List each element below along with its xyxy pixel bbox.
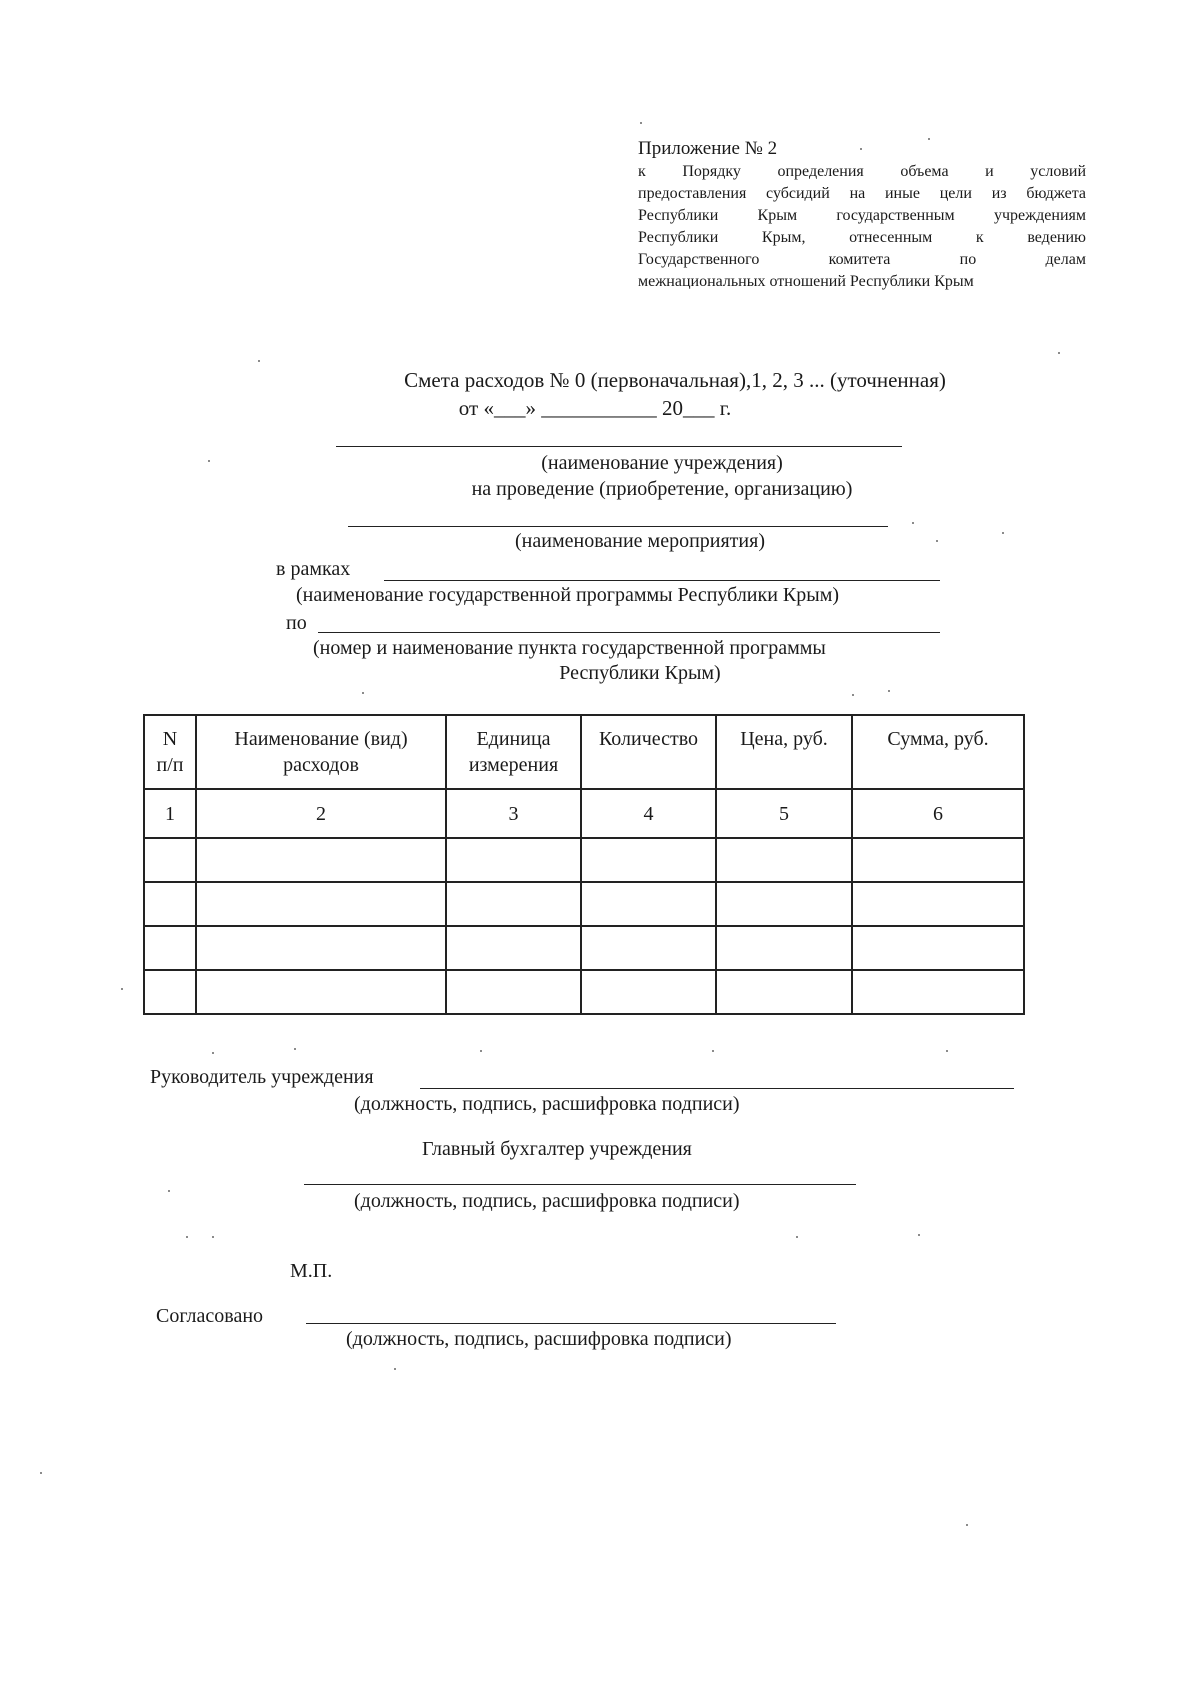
column-number: 6 [852,789,1024,838]
event-line[interactable] [348,526,888,527]
table-cell[interactable] [446,926,581,970]
table-row [144,882,1024,926]
table-cell[interactable] [716,838,852,882]
date-line: от «___» ___________ 20___ г. [458,396,732,420]
table-cell[interactable] [144,838,196,882]
by-label: по [286,612,307,634]
table-cell[interactable] [144,970,196,1014]
table-row [144,926,1024,970]
table-cell[interactable] [581,838,716,882]
table-cell[interactable] [716,882,852,926]
table-cell[interactable] [716,926,852,970]
column-header-sum: Сумма, руб. [852,715,1024,789]
table-cell[interactable] [852,970,1024,1014]
table-cell[interactable] [196,970,446,1014]
table-cell[interactable] [852,882,1024,926]
table-header-row [144,715,1024,789]
column-header-quantity: Количество [581,715,716,789]
purpose-line-text: на проведение (приобретение, организацию) [471,478,853,500]
agreed-label: Согласовано [156,1305,264,1327]
program-caption: (наименование государственной программы Республики Крым) [296,584,840,606]
table-cell[interactable] [446,838,581,882]
item-caption-2: Республики Крым) [559,662,721,684]
table-cell[interactable] [446,970,581,1014]
item-caption: (номер и наименование пункта государственной программы [313,637,826,659]
annex-line: Республики Крым, отнесенным к ведению [638,229,1086,246]
estimate-table [143,714,1025,1015]
annex-title: Приложение № 2 [638,138,778,159]
column-header-number: N п/п [144,715,196,789]
column-number: 2 [196,789,446,838]
event-caption: (наименование мероприятия) [515,530,765,552]
table-cell[interactable] [581,882,716,926]
table-cell[interactable] [716,970,852,1014]
program-line[interactable] [384,580,940,581]
table-cell[interactable] [196,882,446,926]
annex-line: к Порядку определения объема и условий [638,163,1086,180]
column-header-unit: Единица измерения [446,715,581,789]
accountant-signature-line[interactable] [304,1184,856,1185]
column-header-price: Цена, руб. [716,715,852,789]
seal-label: М.П. [290,1260,333,1282]
column-number: 5 [716,789,852,838]
annex-line: межнациональных отношений Республики Крым [638,273,974,290]
table-row [144,838,1024,882]
institution-caption: (наименование учреждения) [541,452,783,474]
head-signature-caption: (должность, подпись, расшифровка подписи) [354,1093,740,1115]
head-label: Руководитель учреждения [150,1066,374,1088]
table-cell[interactable] [196,926,446,970]
accountant-signature-caption: (должность, подпись, расшифровка подписи) [354,1190,740,1212]
annex-header [638,138,1086,293]
column-number: 4 [581,789,716,838]
column-number-row [144,789,1024,838]
item-line[interactable] [318,632,940,633]
table-row [144,970,1024,1014]
agreed-signature-line[interactable] [306,1323,836,1324]
accountant-label: Главный бухгалтер учреждения [422,1138,692,1160]
table-cell[interactable] [196,838,446,882]
annex-line: предоставления субсидий на иные цели из бюджета [638,185,1086,202]
table-cell[interactable] [144,926,196,970]
table-cell[interactable] [446,882,581,926]
column-number: 3 [446,789,581,838]
estimate-title: Смета расходов № 0 (первоначальная),1, 2, 3 ... (уточненная) [404,368,946,392]
column-number: 1 [144,789,196,838]
annex-line: Республики Крым государственным учреждениям [638,207,1086,224]
institution-line[interactable] [336,446,902,447]
agreed-signature-caption: (должность, подпись, расшифровка подписи) [346,1328,732,1350]
annex-line: Государственного комитета по делам [638,251,1086,268]
table-cell[interactable] [581,926,716,970]
within-label: в рамках [276,558,351,580]
table-cell[interactable] [144,882,196,926]
table-cell[interactable] [852,926,1024,970]
head-signature-line[interactable] [420,1088,1014,1089]
table-cell[interactable] [581,970,716,1014]
column-header-expense-name: Наименование (вид) расходов [196,715,446,789]
table-cell[interactable] [852,838,1024,882]
